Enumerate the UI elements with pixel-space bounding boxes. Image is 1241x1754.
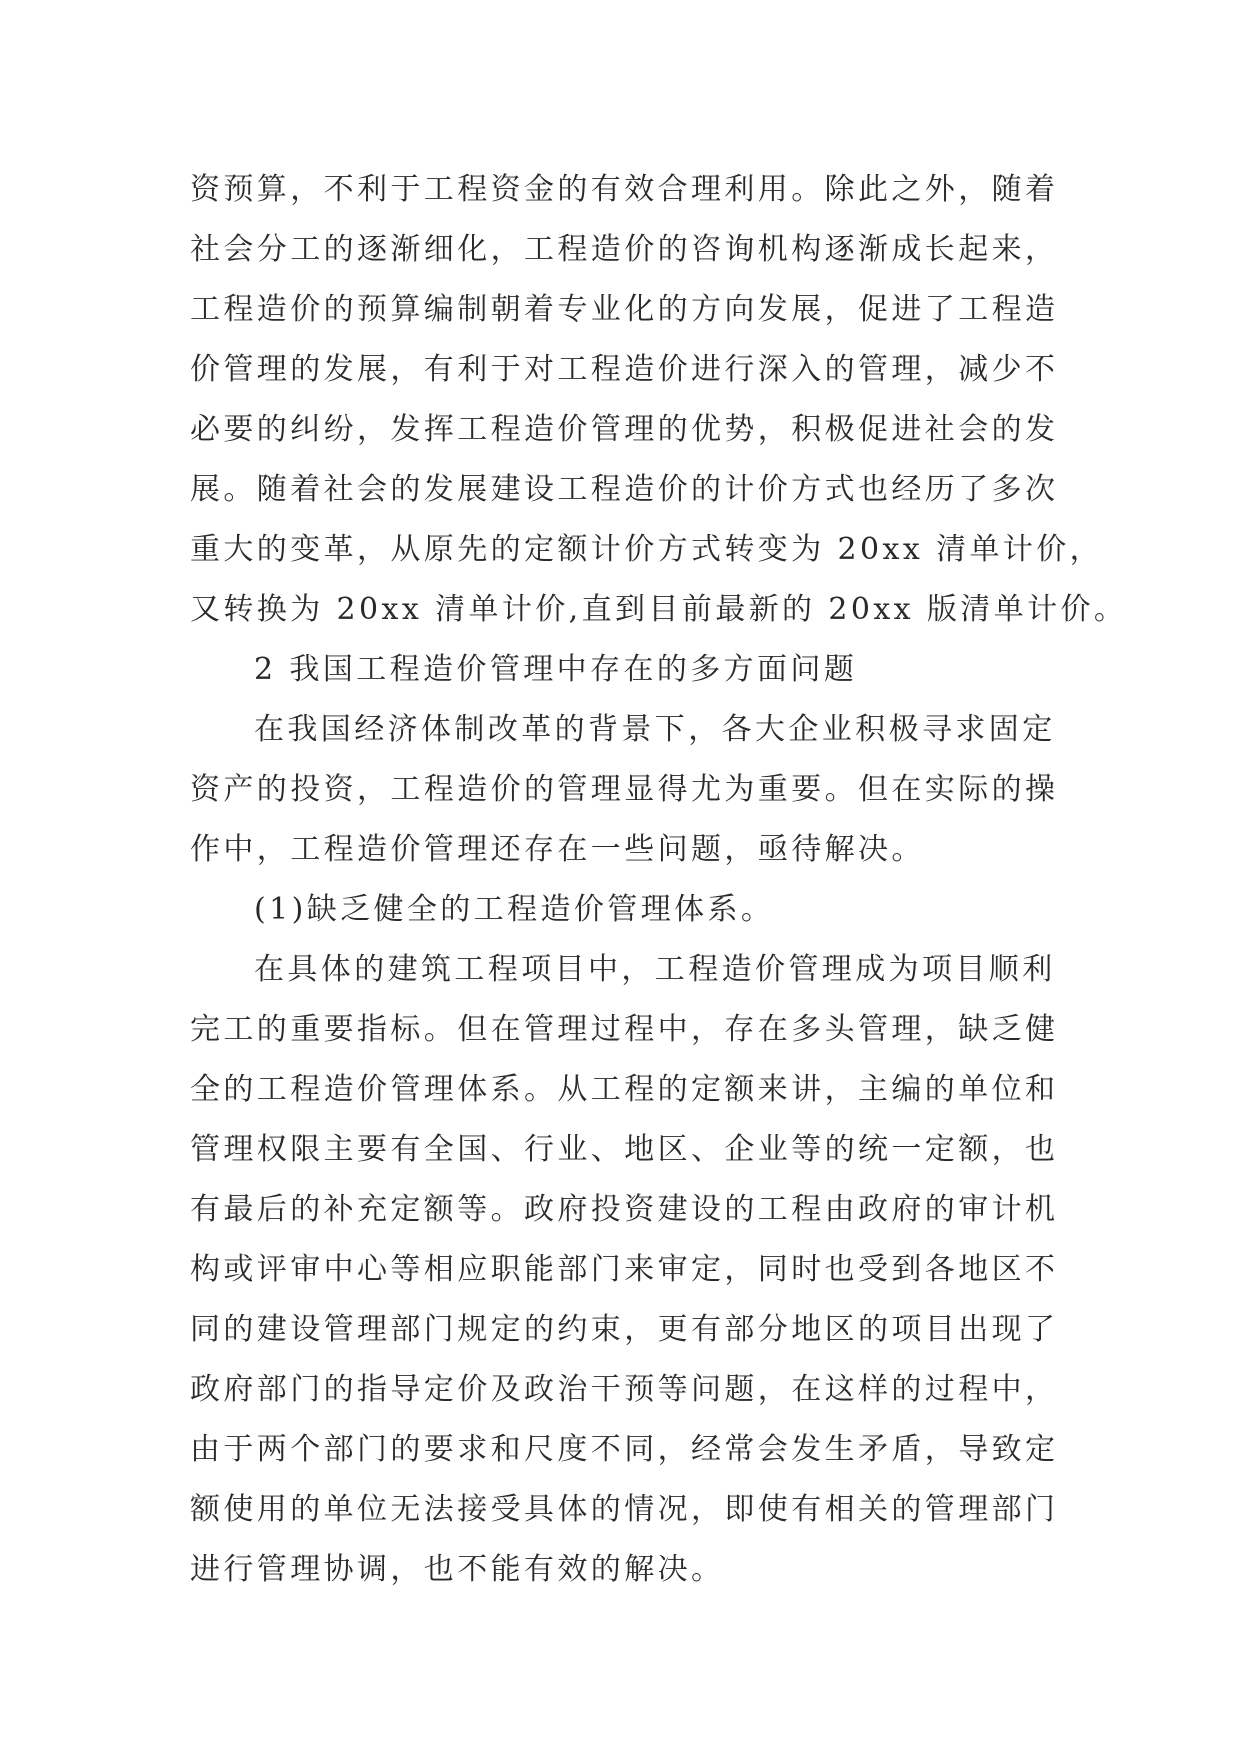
text-line: 又转换为 20xx 清单计价,直到目前最新的 20xx 版清单计价。 [190, 592, 1128, 627]
text-line: 进行管理协调，也不能有效的解决。 [190, 1552, 725, 1587]
subsection-heading: (1)缺乏健全的工程造价管理体系。 [254, 892, 775, 927]
text-line: 工程造价的预算编制朝着专业化的方向发展，促进了工程造 [190, 292, 1059, 327]
text-line: 作中，工程造价管理还存在一些问题，亟待解决。 [190, 832, 925, 867]
text-line: 价管理的发展，有利于对工程造价进行深入的管理，减少不 [190, 352, 1059, 387]
text-line: 必要的纠纷，发挥工程造价管理的优势，积极促进社会的发 [190, 412, 1059, 447]
paragraph-first-line: 在具体的建筑工程项目中，工程造价管理成为项目顺利 [254, 952, 1056, 987]
text-line: 额使用的单位无法接受具体的情况，即使有相关的管理部门 [190, 1492, 1059, 1527]
text-line: 由于两个部门的要求和尺度不同，经常会发生矛盾，导致定 [190, 1432, 1059, 1467]
text-line: 同的建设管理部门规定的约束，更有部分地区的项目出现了 [190, 1312, 1059, 1347]
paragraph-first-line: 在我国经济体制改革的背景下，各大企业积极寻求固定 [254, 712, 1056, 747]
text-line: 社会分工的逐渐细化，工程造价的咨询机构逐渐成长起来， [190, 232, 1059, 267]
text-line: 全的工程造价管理体系。从工程的定额来讲，主编的单位和 [190, 1072, 1059, 1107]
text-line: 有最后的补充定额等。政府投资建设的工程由政府的审计机 [190, 1192, 1059, 1227]
text-line: 完工的重要指标。但在管理过程中，存在多头管理，缺乏健 [190, 1012, 1059, 1047]
text-line: 资产的投资，工程造价的管理显得尤为重要。但在实际的操 [190, 772, 1059, 807]
text-line: 政府部门的指导定价及政治干预等问题，在这样的过程中， [190, 1372, 1059, 1407]
text-line: 构或评审中心等相应职能部门来审定，同时也受到各地区不 [190, 1252, 1059, 1287]
text-line: 管理权限主要有全国、行业、地区、企业等的统一定额，也 [190, 1132, 1059, 1167]
text-line: 展。随着社会的发展建设工程造价的计价方式也经历了多次 [190, 472, 1059, 507]
section-heading: 2 我国工程造价管理中存在的多方面问题 [254, 652, 858, 687]
text-line: 资预算，不利于工程资金的有效合理利用。除此之外，随着 [190, 172, 1059, 207]
body-text [190, 160, 1128, 1600]
text-line: 重大的变革，从原先的定额计价方式转变为 20xx 清单计价， [190, 532, 1104, 567]
